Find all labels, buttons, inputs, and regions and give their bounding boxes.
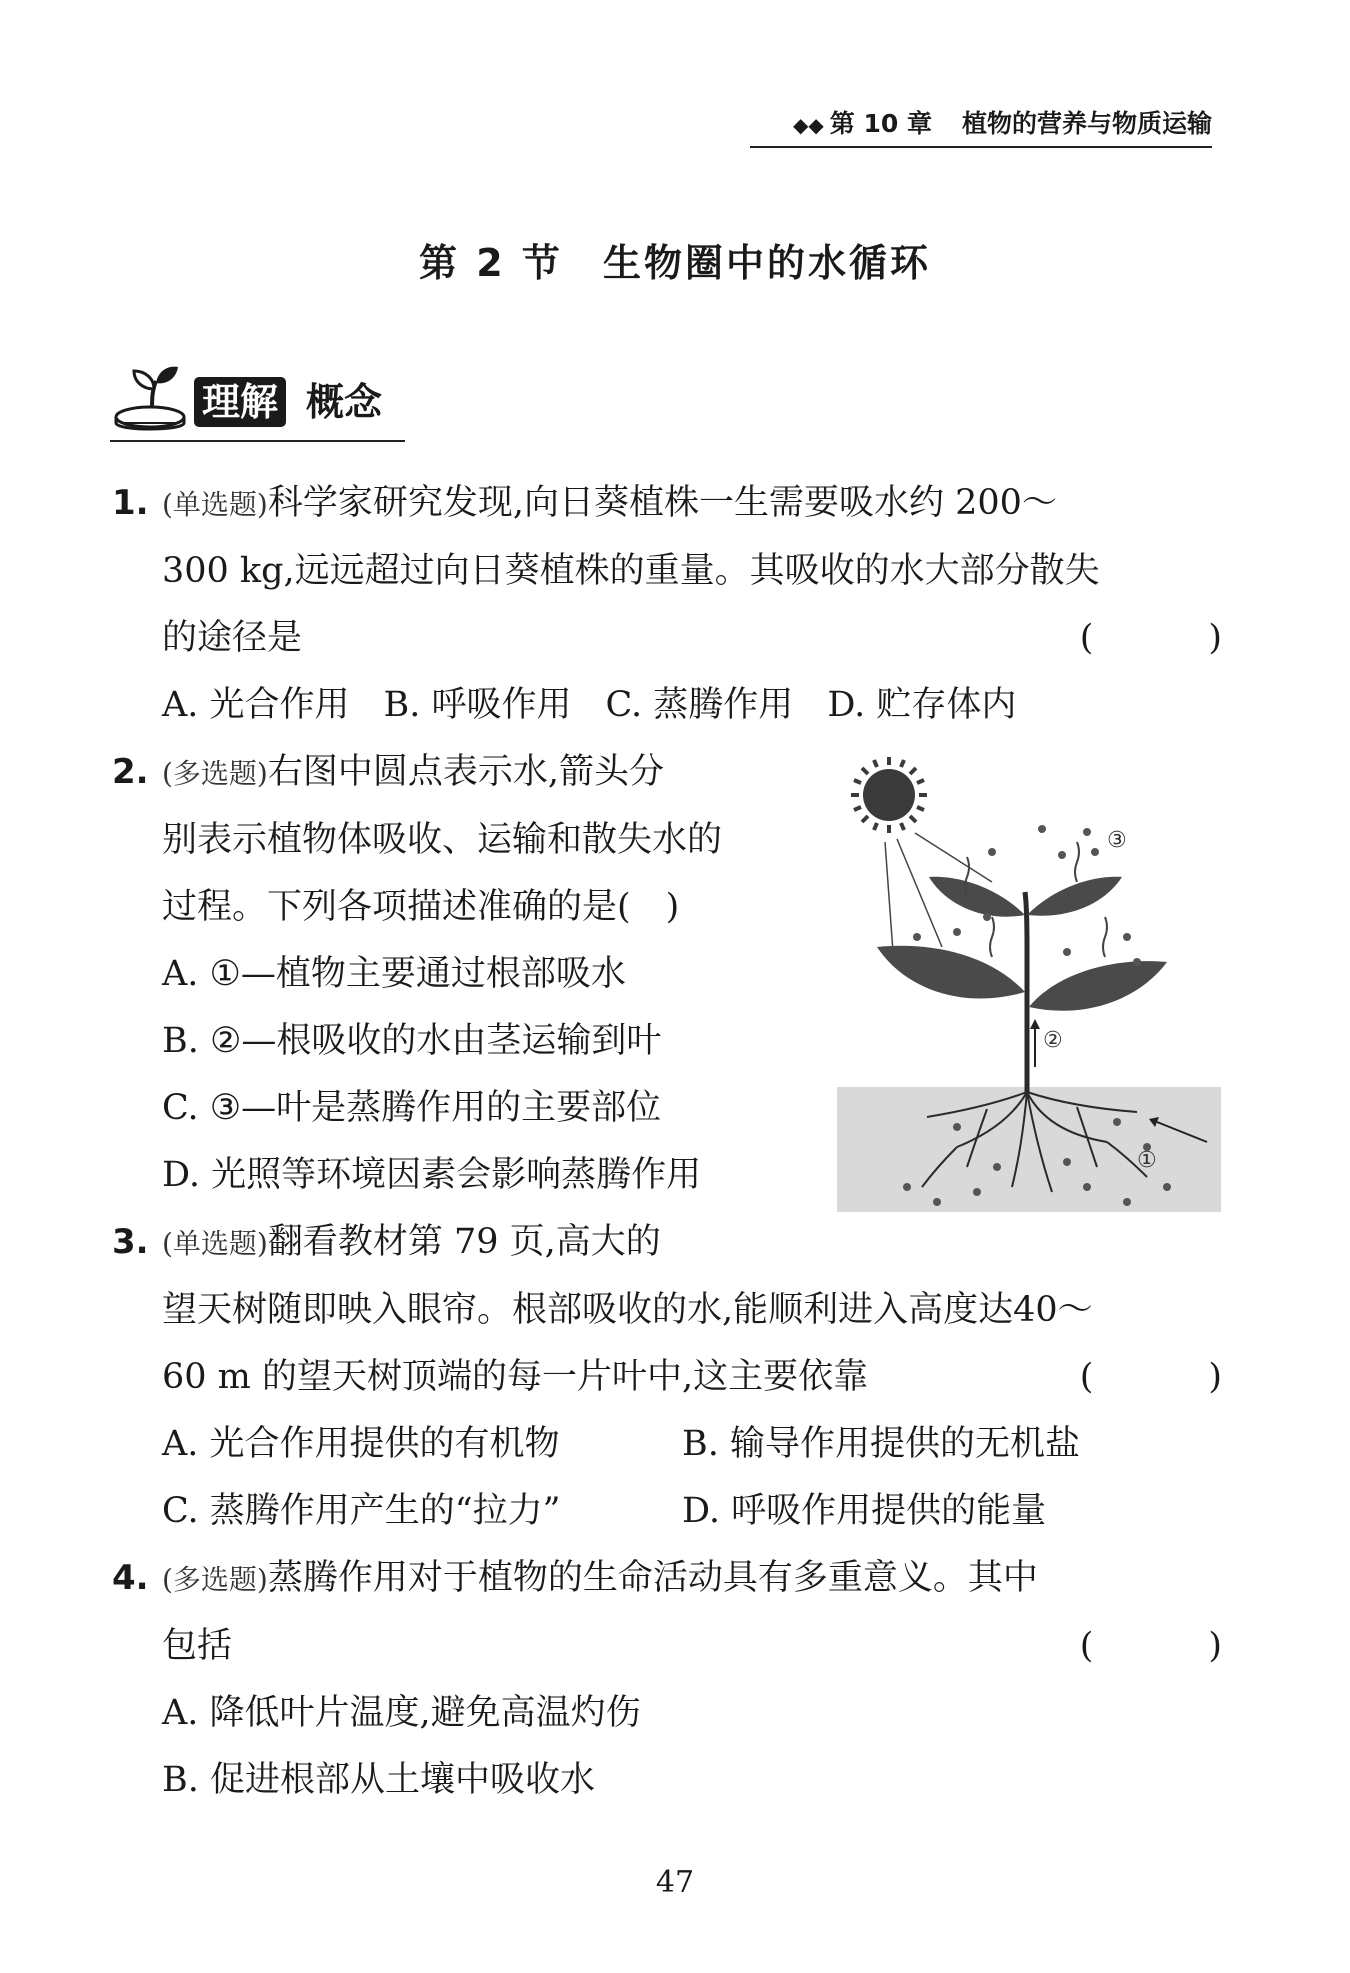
option-a[interactable]: A. 光合作用提供的有机物 — [162, 1424, 560, 1464]
badge-text: 概念 — [306, 380, 383, 424]
question-line: 科学家研究发现,向日葵植株一生需要吸水约 200～ — [267, 483, 1057, 523]
option-b[interactable]: B. 输导作用提供的无机盐 — [682, 1424, 1080, 1464]
stem — [1025, 892, 1027, 1092]
question-line: 300 kg,远远超过向日葵植株的重量。其吸收的水大部分散失 — [162, 551, 1100, 591]
question-number: 1. — [112, 483, 149, 523]
question-number: 3. — [112, 1222, 149, 1262]
question-line: 望天树随即映入眼帘。根部吸收的水,能顺利进入高度达40～ — [162, 1290, 1093, 1330]
chapter-title: 植物的营养与物质运输 — [961, 109, 1212, 138]
option-a[interactable]: A. ①—植物主要通过根部吸水 — [162, 954, 626, 994]
option-c[interactable]: C. 蒸腾作用产生的“拉力” — [162, 1491, 561, 1531]
question-line: 右图中圆点表示水,箭头分 — [267, 752, 664, 792]
question-line: 60 m 的望天树顶端的每一片叶中,这主要依靠 — [162, 1357, 869, 1397]
answer-blank[interactable]: ( ) — [1079, 1357, 1262, 1397]
figure-label-3: ③ — [1107, 828, 1127, 853]
leaf — [877, 946, 1025, 999]
question-4 — [112, 1545, 1262, 1814]
question-line: 包括 — [162, 1626, 233, 1666]
plant-water-diagram — [837, 747, 1227, 1217]
diamond-icon: ◆◆ — [793, 113, 824, 137]
question-number: 2. — [112, 752, 149, 792]
concept-badge — [110, 355, 405, 442]
option-d[interactable]: D. 光照等环境因素会影响蒸腾作用 — [162, 1155, 702, 1195]
badge-highlight: 理解 — [194, 377, 286, 427]
question-3 — [112, 1209, 1262, 1545]
option-b[interactable]: B. 促进根部从土壤中吸收水 — [162, 1760, 595, 1800]
question-2 — [112, 739, 1222, 1209]
sprout-icon — [112, 359, 192, 439]
page-number: 47 — [655, 1865, 695, 1900]
question-type: (多选题) — [162, 757, 268, 790]
question-1 — [112, 470, 1262, 739]
option-a[interactable]: A. 光合作用 — [162, 685, 350, 725]
question-line: 蒸腾作用对于植物的生命活动具有多重意义。其中 — [267, 1558, 1038, 1598]
question-type: (单选题) — [162, 488, 268, 521]
question-type: (多选题) — [162, 1563, 268, 1596]
option-c[interactable]: C. 蒸腾作用 — [605, 685, 794, 725]
question-line: 过程。下列各项描述准确的是 — [162, 887, 618, 927]
option-d[interactable]: D. 贮存体内 — [827, 685, 1017, 725]
question-line: 的途径是 — [162, 618, 303, 658]
answer-blank[interactable]: ( ) — [1079, 1626, 1262, 1666]
option-d[interactable]: D. 呼吸作用提供的能量 — [682, 1491, 1047, 1531]
section-name: 生物圈中的水循环 — [602, 241, 931, 285]
option-b[interactable]: B. 呼吸作用 — [383, 685, 572, 725]
option-b[interactable]: B. ②—根吸收的水由茎运输到叶 — [162, 1021, 662, 1061]
question-line: 别表示植物体吸收、运输和散失水的 — [162, 820, 723, 860]
chapter-number: 第 10 章 — [829, 109, 932, 138]
leaf — [1027, 877, 1122, 916]
answer-blank[interactable]: ( ) — [617, 887, 680, 927]
question-line: 翻看教材第 79 页,高大的 — [267, 1222, 661, 1262]
leaf — [1029, 961, 1167, 1011]
section-title — [0, 232, 1350, 287]
chapter-header — [750, 104, 1212, 148]
figure-label-2: ② — [1043, 1028, 1063, 1053]
answer-blank[interactable]: ( ) — [1079, 618, 1262, 658]
figure-label-1: ① — [1137, 1148, 1157, 1173]
option-a[interactable]: A. 降低叶片温度,避免高温灼伤 — [162, 1693, 641, 1733]
leaf — [929, 877, 1025, 917]
question-number: 4. — [112, 1558, 149, 1598]
section-number: 第 2 节 — [419, 241, 563, 285]
option-c[interactable]: C. ③—叶是蒸腾作用的主要部位 — [162, 1088, 662, 1128]
sun-icon — [851, 757, 927, 833]
question-list — [112, 470, 1262, 1814]
question-type: (单选题) — [162, 1227, 268, 1260]
